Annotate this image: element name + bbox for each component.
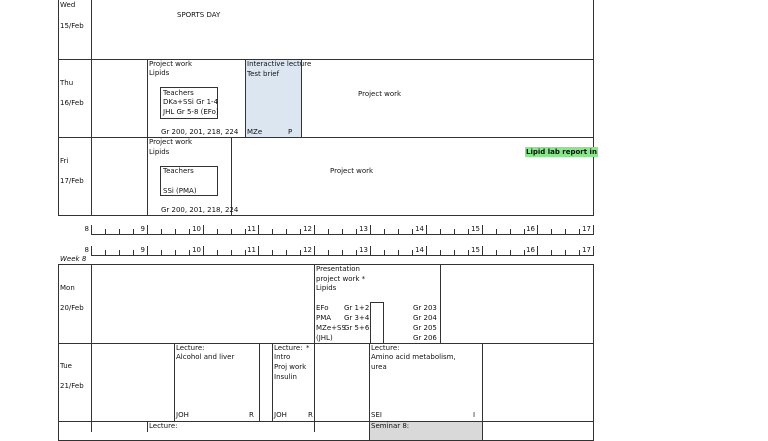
hour-tick — [314, 246, 315, 255]
block-border — [259, 343, 260, 422]
minor-tick — [398, 229, 399, 234]
minor-tick — [565, 250, 566, 255]
minor-tick — [342, 250, 343, 255]
day-name-fri: Fri — [60, 157, 69, 165]
fri-teachers-title: Teachers — [163, 167, 194, 175]
block-border — [369, 343, 370, 422]
day-name-thu: Thu — [60, 79, 74, 87]
fri-teachers-line1: SSi (PMA) — [163, 187, 197, 195]
fri-project-topic: Lipids — [149, 148, 170, 156]
day-date-fri: 17/Feb — [60, 177, 84, 185]
mon-pres-line3: Lipids — [316, 284, 337, 292]
day-name-wed: Wed — [60, 1, 76, 9]
mon-pres-line2: project work * — [316, 275, 366, 283]
group-gr: Gr 1+2 — [344, 304, 370, 312]
sports-day-event: SPORTS DAY — [177, 11, 221, 19]
minor-tick — [161, 250, 162, 255]
minor-tick — [286, 250, 287, 255]
hour-tick — [203, 225, 204, 234]
minor-tick — [217, 229, 218, 234]
thu-lecture-sub: Test brief — [247, 70, 280, 78]
block-border — [231, 137, 232, 216]
group-room: Gr 205 — [413, 324, 437, 332]
lipid-report-badge: Lipid lab report in — [526, 148, 597, 156]
group-gr: Gr 5+6 — [344, 324, 370, 332]
day-row-fri — [58, 137, 594, 216]
hour-label: 15 — [471, 246, 480, 254]
block-border — [314, 264, 315, 344]
thu-rooms: Gr 200, 201, 218, 224 — [161, 128, 239, 136]
minor-tick — [454, 250, 455, 255]
block-border — [174, 343, 175, 422]
tue-lec3-line2: urea — [371, 363, 387, 371]
hour-label: 10 — [192, 246, 201, 254]
hour-label: 14 — [415, 225, 424, 233]
tue-lec3-type: I — [473, 411, 476, 419]
tue-lec1-teacher: JOH — [176, 411, 189, 419]
tue-lec3-line1: Amino acid metabolism, — [371, 353, 456, 361]
tue-lec3-teacher: SEI — [371, 411, 382, 419]
hour-tick — [426, 246, 427, 255]
hour-tick — [426, 225, 427, 234]
group-who: (JHL) — [316, 334, 333, 342]
tue-lec2-star: * — [306, 344, 310, 352]
hour-label: 13 — [359, 225, 368, 233]
day-label-divider — [91, 59, 92, 138]
tue-lec1-type: R — [249, 411, 254, 419]
day-date-tue: 21/Feb — [60, 382, 84, 390]
group-room: Gr 206 — [413, 334, 437, 342]
tue-lec1-title: Lecture: — [176, 344, 205, 352]
minor-tick — [119, 229, 120, 234]
minor-tick — [217, 250, 218, 255]
hour-tick — [537, 246, 538, 255]
minor-tick — [175, 250, 176, 255]
minor-tick — [231, 229, 232, 234]
thu-lecture-teacher: MZe — [247, 128, 263, 136]
day-row-tue — [58, 343, 594, 422]
hour-tick — [203, 246, 204, 255]
minor-tick — [272, 229, 273, 234]
minor-tick — [328, 250, 329, 255]
minor-tick — [105, 250, 106, 255]
minor-tick — [231, 250, 232, 255]
hour-label: 8 — [84, 246, 89, 254]
minor-tick — [454, 229, 455, 234]
minor-tick — [384, 229, 385, 234]
next-seminar-title: Seminar 8: — [371, 422, 410, 430]
tue-lec3-title: Lecture: — [371, 344, 400, 352]
hour-label: 11 — [247, 246, 256, 254]
block-border — [147, 137, 148, 216]
minor-tick — [398, 250, 399, 255]
thu-lecture-title: Interactive lecture — [247, 60, 312, 68]
time-ruler-bottom — [91, 255, 594, 256]
group-room: Gr 203 — [413, 304, 437, 312]
block-border — [314, 421, 315, 432]
hour-label: 9 — [140, 246, 145, 254]
minor-tick — [105, 229, 106, 234]
day-label-divider — [91, 264, 92, 344]
tue-lec2-line3: Insulin — [274, 373, 297, 381]
thu-teachers-line1: DKa+SSi Gr 1-4 — [163, 98, 219, 106]
day-date-wed: 15/Feb — [60, 22, 84, 30]
day-row-next — [58, 421, 594, 441]
hour-tick — [258, 246, 259, 255]
day-label-divider — [91, 0, 92, 60]
hour-tick — [147, 246, 148, 255]
hour-tick — [147, 225, 148, 234]
thu-lecture-type: P — [288, 128, 293, 136]
day-date-mon: 20/Feb — [60, 304, 84, 312]
hour-label: 9 — [140, 225, 145, 233]
minor-tick — [496, 250, 497, 255]
group-who: EFo — [316, 304, 329, 312]
hour-label: 13 — [359, 246, 368, 254]
hour-tick — [593, 225, 594, 234]
hour-label: 8 — [84, 225, 89, 233]
next-lecture-title: Lecture: — [149, 422, 178, 430]
day-row-thu — [58, 59, 594, 138]
block-border — [314, 343, 315, 422]
block-border — [147, 421, 148, 432]
fri-project-right: Project work — [330, 167, 374, 175]
day-label-divider — [91, 421, 92, 432]
week-label: Week 8 — [60, 255, 87, 263]
minor-tick — [440, 250, 441, 255]
minor-tick — [175, 229, 176, 234]
hour-label: 10 — [192, 225, 201, 233]
hour-label: 16 — [526, 225, 535, 233]
day-row-wed — [58, 0, 594, 60]
minor-tick — [328, 229, 329, 234]
time-ruler-top — [91, 234, 594, 235]
hour-tick — [537, 225, 538, 234]
hour-tick — [370, 246, 371, 255]
day-name-tue: Tue — [60, 362, 72, 370]
hour-label: 11 — [247, 225, 256, 233]
fri-project-title: Project work — [149, 138, 193, 146]
day-date-thu: 16/Feb — [60, 99, 84, 107]
thu-teachers-line2: JHL Gr 5-8 (EFo) — [163, 108, 219, 116]
mon-group-box — [370, 302, 384, 344]
hour-tick — [91, 225, 92, 234]
group-who: MZe+SS — [316, 324, 346, 332]
block-border — [482, 343, 483, 422]
thu-project-title: Project work — [149, 60, 193, 68]
minor-tick — [510, 229, 511, 234]
minor-tick — [440, 229, 441, 234]
minor-tick — [551, 250, 552, 255]
minor-tick — [384, 250, 385, 255]
minor-tick — [161, 229, 162, 234]
group-room: Gr 204 — [413, 314, 437, 322]
minor-tick — [496, 229, 497, 234]
thu-project-right: Project work — [358, 90, 402, 98]
minor-tick — [510, 250, 511, 255]
group-gr: Gr 3+4 — [344, 314, 370, 322]
minor-tick — [565, 229, 566, 234]
thu-teachers-title: Teachers — [163, 89, 194, 97]
hour-tick — [370, 225, 371, 234]
hour-tick — [482, 246, 483, 255]
fri-rooms: Gr 200, 201, 218, 224 — [161, 206, 239, 214]
minor-tick — [119, 250, 120, 255]
minor-tick — [272, 250, 273, 255]
hour-tick — [482, 225, 483, 234]
hour-label: 12 — [303, 225, 312, 233]
minor-tick — [342, 229, 343, 234]
hour-label: 15 — [471, 225, 480, 233]
hour-label: 17 — [582, 225, 591, 233]
mon-pres-line1: Presentation — [316, 265, 360, 273]
minor-tick — [286, 229, 287, 234]
minor-tick — [551, 229, 552, 234]
hour-label: 12 — [303, 246, 312, 254]
hour-label: 16 — [526, 246, 535, 254]
hour-label: 17 — [582, 246, 591, 254]
tue-lec2-line1: Intro — [274, 353, 291, 361]
hour-tick — [593, 246, 594, 255]
hour-tick — [258, 225, 259, 234]
tue-lec2-teacher: JOH — [274, 411, 287, 419]
block-border — [440, 264, 441, 344]
tue-lec1-sub: Alcohol and liver — [176, 353, 235, 361]
day-label-divider — [91, 343, 92, 422]
tue-lec2-line2: Proj work — [274, 363, 307, 371]
block-border — [147, 59, 148, 138]
tue-lec2-title: Lecture: — [274, 344, 303, 352]
group-who: PMA — [316, 314, 332, 322]
thu-project-topic: Lipids — [149, 69, 170, 77]
block-border — [272, 343, 273, 422]
day-label-divider — [91, 137, 92, 216]
day-name-mon: Mon — [60, 284, 75, 292]
hour-label: 14 — [415, 246, 424, 254]
hour-tick — [314, 225, 315, 234]
hour-tick — [91, 246, 92, 255]
tue-lec2-type: R — [308, 411, 313, 419]
